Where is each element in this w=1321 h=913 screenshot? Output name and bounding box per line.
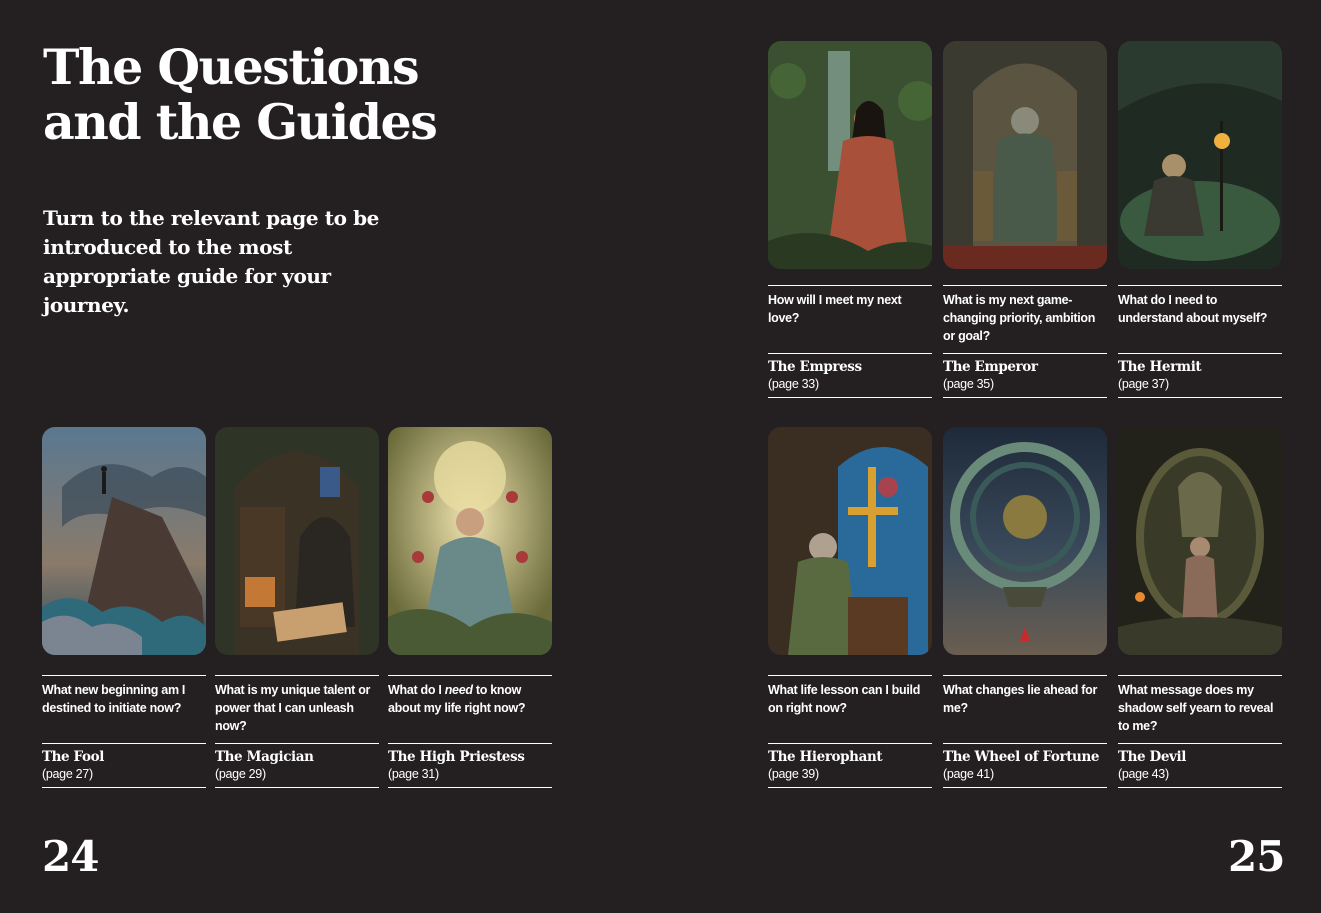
divider [42, 787, 206, 788]
card-page-ref: (page 41) [943, 767, 994, 781]
card-page-ref: (page 37) [1118, 377, 1169, 391]
hermit-card-illustration [1118, 41, 1282, 269]
card-page-ref: (page 33) [768, 377, 819, 391]
divider [768, 397, 932, 398]
card-name: The Hermit [1118, 359, 1202, 375]
card-emperor[interactable] [943, 41, 1107, 398]
card-name: The Hierophant [768, 749, 883, 765]
devil-card-illustration [1118, 427, 1282, 655]
magician-card-illustration [215, 427, 379, 655]
card-name: The Devil [1118, 749, 1186, 765]
divider [1118, 397, 1282, 398]
card-page-ref: (page 43) [1118, 767, 1169, 781]
card-page-ref: (page 27) [42, 767, 93, 781]
card-name: The Empress [768, 359, 862, 375]
card-question: How will I meet my next love? [768, 293, 902, 325]
card-question: What message does my shadow self yearn to reveal to me? [1118, 683, 1274, 733]
card-question: What is my next game-changing priority, ambition or goal? [943, 293, 1096, 343]
card-name: The High Priestess [388, 749, 525, 765]
divider [768, 787, 932, 788]
card-name: The Wheel of Fortune [943, 749, 1100, 765]
card-fool[interactable] [42, 427, 206, 788]
card-name: The Fool [42, 749, 104, 765]
hierophant-card-illustration [768, 427, 932, 655]
card-page-ref: (page 31) [388, 767, 439, 781]
card-question: What do I need to know about my life right now? [388, 683, 526, 715]
card-name: The Emperor [943, 359, 1038, 375]
divider [215, 787, 379, 788]
card-devil[interactable] [1118, 427, 1282, 788]
card-page-ref: (page 35) [943, 377, 994, 391]
card-empress[interactable] [768, 41, 932, 398]
page-number-right: 25 [1228, 832, 1285, 881]
divider [388, 787, 552, 788]
fool-card-illustration [42, 427, 206, 655]
high-priestess-card-illustration [388, 427, 552, 655]
empress-card-illustration [768, 41, 932, 269]
card-question: What new beginning am I destined to initiate now? [42, 683, 186, 715]
card-question: What is my unique talent or power that I can unleash now? [215, 683, 371, 733]
divider [943, 397, 1107, 398]
divider [943, 787, 1107, 788]
card-page-ref: (page 39) [768, 767, 819, 781]
wheel-of-fortune-card-illustration [943, 427, 1107, 655]
card-name: The Magician [215, 749, 314, 765]
spread-title: The Questions and the Guides [43, 38, 437, 151]
card-magician[interactable] [215, 427, 379, 788]
card-question: What do I need to understand about myself? [1118, 293, 1268, 325]
card-high-priestess[interactable] [388, 427, 552, 788]
divider [1118, 787, 1282, 788]
card-wheel-of-fortune[interactable] [943, 427, 1107, 788]
card-question: What changes lie ahead for me? [943, 683, 1098, 715]
emperor-card-illustration [943, 41, 1107, 269]
card-question: What life lesson can I build on right now? [768, 683, 921, 715]
card-page-ref: (page 29) [215, 767, 266, 781]
card-hierophant[interactable] [768, 427, 932, 788]
card-hermit[interactable] [1118, 41, 1282, 398]
page-number-left: 24 [42, 832, 99, 881]
intro-text: Turn to the relevant page to be introduced to the most appropriate guide for your journey. [43, 206, 380, 317]
